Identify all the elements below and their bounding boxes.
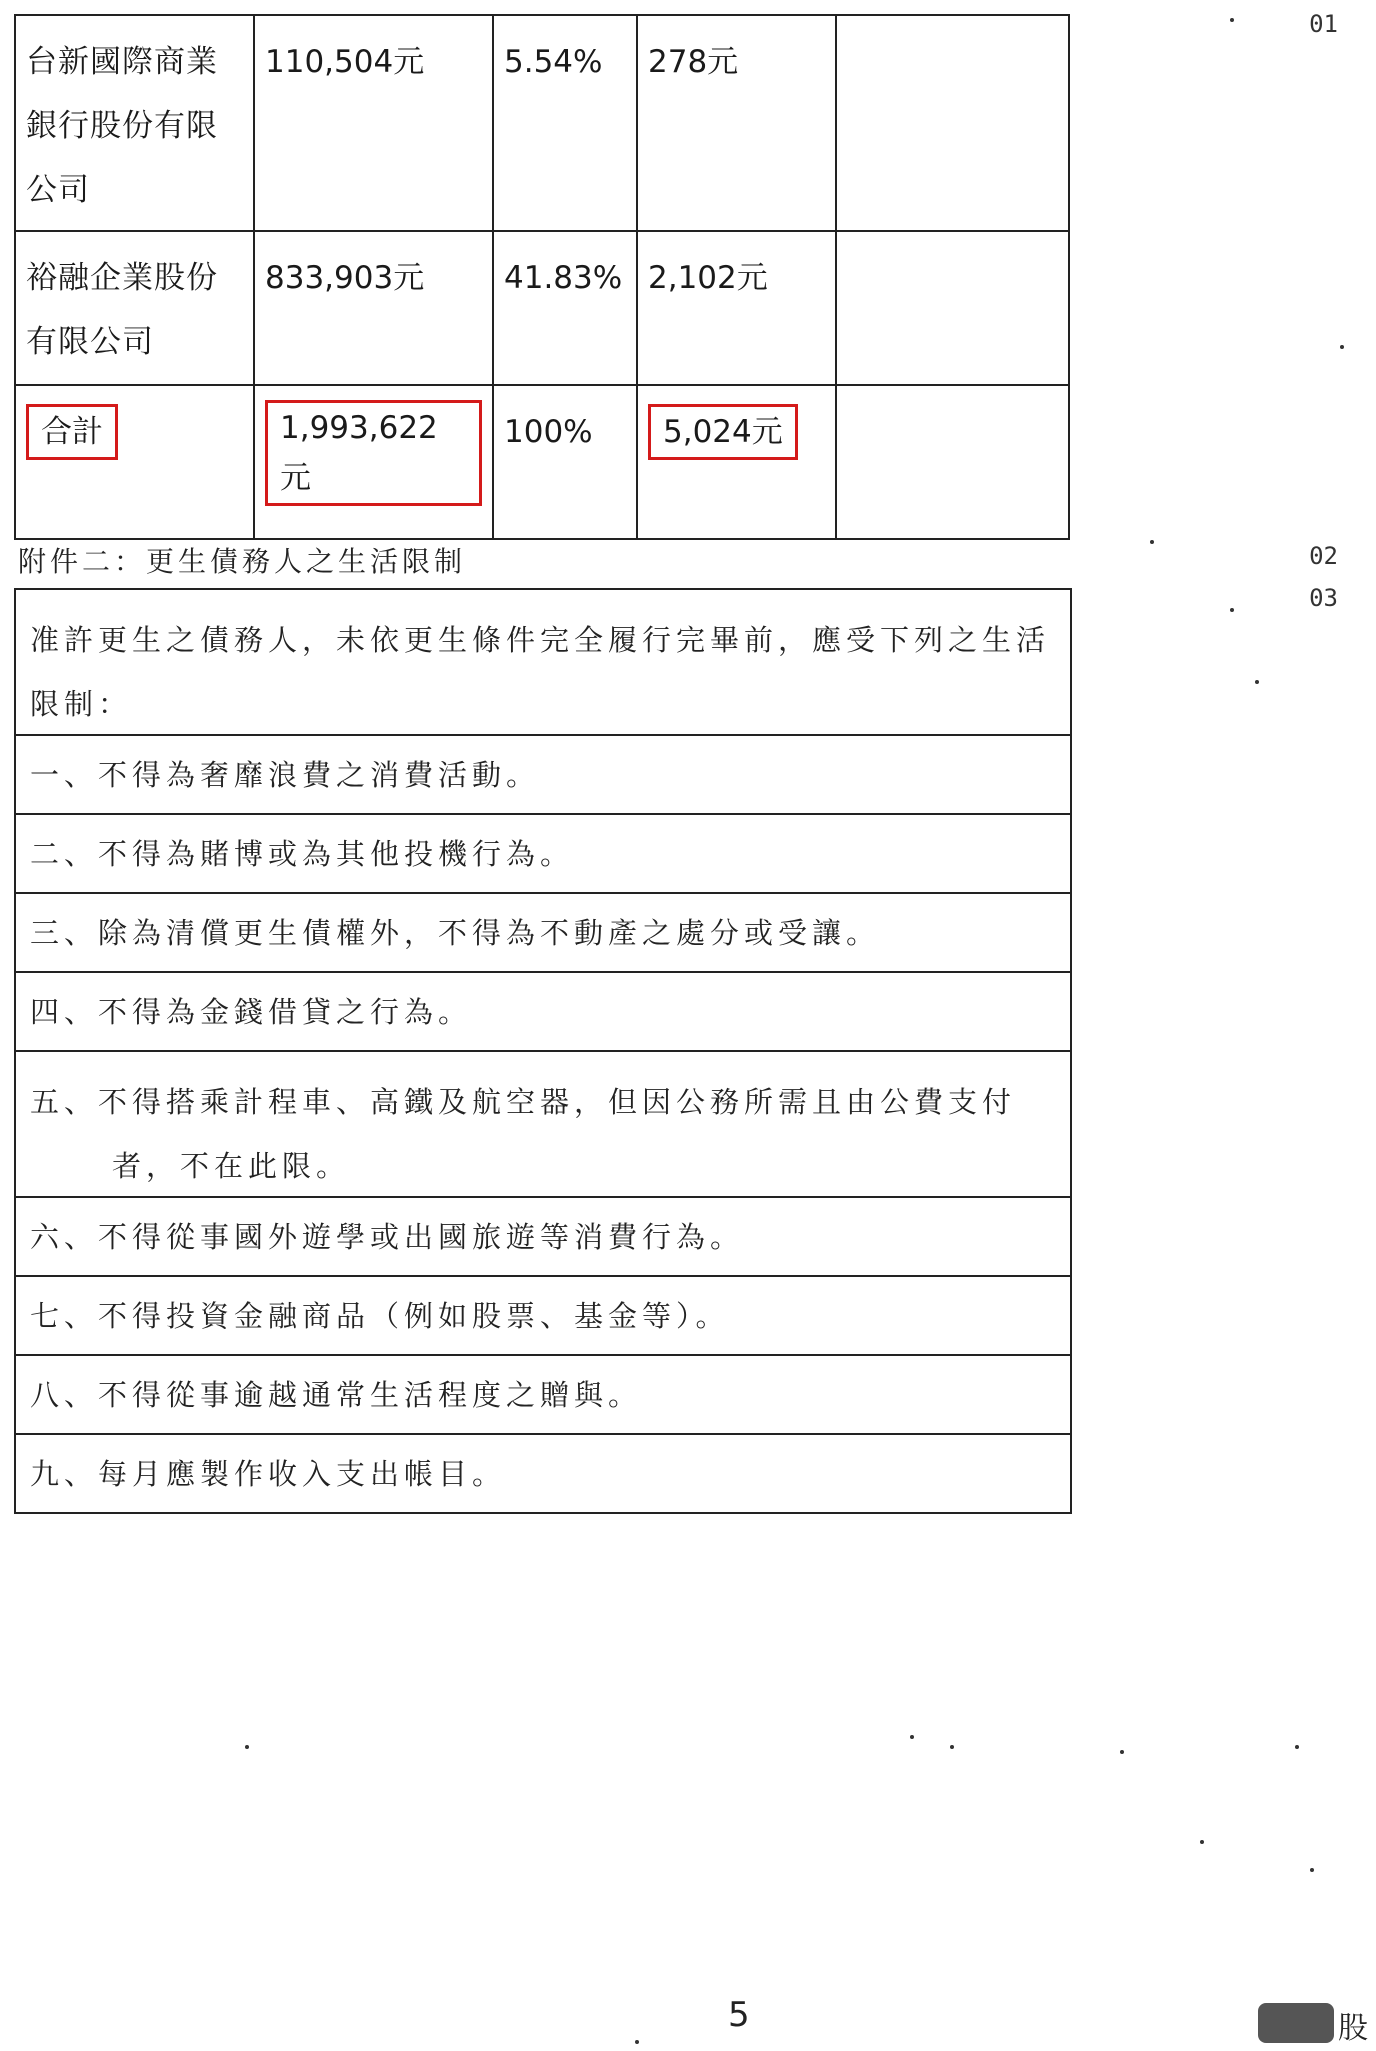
corner-text: 股	[1338, 2011, 1368, 2046]
scan-speck	[1255, 680, 1259, 684]
restrictions-table	[14, 588, 1072, 1514]
total-label-cell	[15, 385, 254, 539]
total-amount: 1,993,622元	[265, 400, 482, 506]
total-ratio: 100%	[493, 385, 637, 539]
total-monthly-cell	[637, 385, 836, 539]
restriction-item: 九、每月應製作收入支出帳目。	[16, 1435, 1070, 1514]
restrictions-intro	[16, 590, 1070, 736]
scan-speck	[910, 1735, 914, 1739]
claim-amount: 833,903元	[254, 231, 493, 385]
scan-speck	[1340, 345, 1344, 349]
restriction-item: 四、不得為金錢借貸之行為。	[16, 973, 1070, 1052]
monthly-payment: 278元	[637, 15, 836, 231]
restriction-item	[16, 1052, 1070, 1198]
scan-speck	[1295, 1745, 1299, 1749]
restriction-item: 二、不得為賭博或為其他投機行為。	[16, 815, 1070, 894]
restriction-item: 三、除為清償更生債權外，不得為不動產之處分或受讓。	[16, 894, 1070, 973]
table-row	[15, 15, 1069, 231]
empty-cell	[836, 385, 1069, 539]
restriction-item: 七、不得投資金融商品（例如股票、基金等）。	[16, 1277, 1070, 1356]
claim-ratio: 5.54%	[493, 15, 637, 231]
scan-speck	[1230, 18, 1234, 22]
scan-speck	[245, 1745, 249, 1749]
page-number: 5	[728, 1995, 750, 2035]
table-row	[15, 231, 1069, 385]
total-label: 合計	[26, 404, 118, 460]
claim-amount: 110,504元	[254, 15, 493, 231]
margin-line-number: 02	[1309, 542, 1338, 570]
scan-speck	[1310, 1868, 1314, 1872]
redaction-stamp	[1258, 2003, 1334, 2043]
creditor-table	[14, 14, 1070, 540]
intro-line: 准許更生之債務人，未依更生條件完全履行完畢前，應受下列之生活	[30, 623, 1051, 657]
intro-line: 限制：	[30, 687, 133, 721]
margin-line-number: 01	[1309, 10, 1338, 38]
claim-ratio: 41.83%	[493, 231, 637, 385]
creditor-name: 台新國際商業銀行股份有限公司	[15, 15, 254, 231]
empty-cell	[836, 15, 1069, 231]
restriction-continuation: 者，不在此限。	[112, 1149, 351, 1183]
scan-speck	[1150, 540, 1154, 544]
scan-speck	[1120, 1750, 1124, 1754]
total-row	[15, 385, 1069, 539]
creditor-name: 裕融企業股份有限公司	[15, 231, 254, 385]
margin-line-number: 03	[1309, 584, 1338, 612]
scan-speck	[1200, 1840, 1204, 1844]
attachment-title: 附件二：更生債務人之生活限制	[18, 545, 467, 578]
monthly-payment: 2,102元	[637, 231, 836, 385]
scan-speck	[1230, 608, 1234, 612]
scan-speck	[950, 1745, 954, 1749]
restriction-item: 六、不得從事國外遊學或出國旅遊等消費行為。	[16, 1198, 1070, 1277]
total-monthly: 5,024元	[648, 404, 798, 460]
restriction-item: 八、不得從事逾越通常生活程度之贈與。	[16, 1356, 1070, 1435]
restriction-item: 一、不得為奢靡浪費之消費活動。	[16, 736, 1070, 815]
total-amount-cell	[254, 385, 493, 539]
restriction-text: 五、不得搭乘計程車、高鐵及航空器，但因公務所需且由公費支付	[30, 1085, 1017, 1119]
empty-cell	[836, 231, 1069, 385]
scan-speck	[635, 2040, 639, 2044]
